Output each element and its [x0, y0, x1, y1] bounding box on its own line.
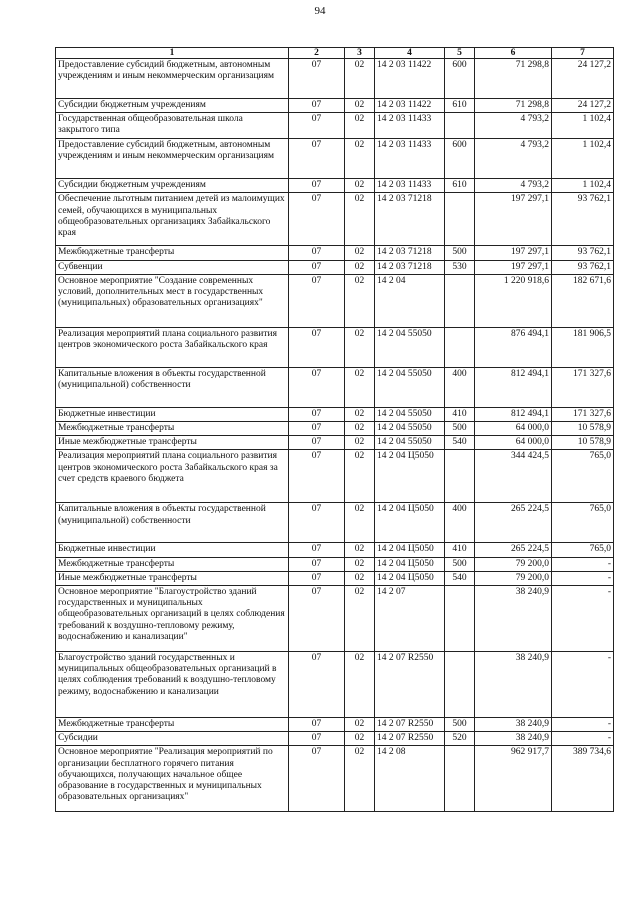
cell-v7: 181 906,5 — [552, 327, 614, 367]
cell-v7: 93 762,1 — [552, 193, 614, 246]
cell-type — [445, 113, 475, 139]
table-header-row — [56, 48, 614, 59]
cell-type: 540 — [445, 436, 475, 450]
cell-v7: - — [552, 718, 614, 732]
cell-sub: 02 — [345, 274, 375, 327]
cell-sec: 07 — [289, 139, 345, 179]
cell-sub: 02 — [345, 652, 375, 718]
cell-code: 14 2 03 11422 — [375, 59, 445, 99]
cell-code: 14 2 04 Ц5050 — [375, 571, 445, 585]
cell-name: Основное мероприятие "Благоустройство зданий государственных и муниципальных общеобразовательных организаций в целях соблюдения требований к воздушно-тепловому режиму, водоснабжению и канализации" — [56, 586, 289, 652]
cell-v7: 10 578,9 — [552, 422, 614, 436]
budget-table — [55, 47, 614, 812]
cell-code: 14 2 03 11433 — [375, 179, 445, 193]
table-row — [56, 327, 614, 367]
cell-name: Бюджетные инвестиции — [56, 543, 289, 557]
cell-v6: 962 917,7 — [475, 746, 552, 812]
table-row — [56, 543, 614, 557]
cell-type — [445, 652, 475, 718]
cell-sec: 07 — [289, 59, 345, 99]
cell-v6: 265 224,5 — [475, 543, 552, 557]
cell-v6: 876 494,1 — [475, 327, 552, 367]
cell-type: 610 — [445, 99, 475, 113]
cell-sub: 02 — [345, 59, 375, 99]
cell-type — [445, 274, 475, 327]
cell-sec: 07 — [289, 274, 345, 327]
cell-type: 410 — [445, 407, 475, 421]
table-row — [56, 139, 614, 179]
cell-name: Иные межбюджетные трансферты — [56, 436, 289, 450]
cell-sec: 07 — [289, 450, 345, 503]
cell-code: 14 2 08 — [375, 746, 445, 812]
cell-v6: 197 297,1 — [475, 246, 552, 260]
cell-sec: 07 — [289, 260, 345, 274]
cell-v6: 4 793,2 — [475, 113, 552, 139]
cell-v6: 71 298,8 — [475, 59, 552, 99]
cell-sec: 07 — [289, 246, 345, 260]
cell-sub: 02 — [345, 718, 375, 732]
cell-name: Межбюджетные трансферты — [56, 557, 289, 571]
cell-name: Капитальные вложения в объекты государственной (муниципальной) собственности — [56, 503, 289, 543]
cell-sub: 02 — [345, 503, 375, 543]
cell-sec: 07 — [289, 179, 345, 193]
cell-sec: 07 — [289, 543, 345, 557]
cell-v6: 38 240,9 — [475, 718, 552, 732]
cell-code: 14 2 04 55050 — [375, 327, 445, 367]
table-row — [56, 260, 614, 274]
cell-v7: 24 127,2 — [552, 59, 614, 99]
cell-sub: 02 — [345, 99, 375, 113]
cell-v7: - — [552, 652, 614, 718]
cell-v7: 93 762,1 — [552, 260, 614, 274]
cell-type: 610 — [445, 179, 475, 193]
cell-sub: 02 — [345, 436, 375, 450]
cell-sec: 07 — [289, 99, 345, 113]
cell-v6: 64 000,0 — [475, 422, 552, 436]
cell-code: 14 2 03 71218 — [375, 260, 445, 274]
header-cell: 2 — [289, 48, 345, 59]
cell-sub: 02 — [345, 407, 375, 421]
cell-sec: 07 — [289, 436, 345, 450]
table-row — [56, 193, 614, 246]
cell-sec: 07 — [289, 503, 345, 543]
cell-code: 14 2 03 11433 — [375, 139, 445, 179]
cell-sec: 07 — [289, 422, 345, 436]
header-cell: 5 — [445, 48, 475, 59]
table-row — [56, 746, 614, 812]
cell-sec: 07 — [289, 193, 345, 246]
table-row — [56, 422, 614, 436]
cell-name: Межбюджетные трансферты — [56, 246, 289, 260]
cell-v7: 765,0 — [552, 503, 614, 543]
table-row — [56, 571, 614, 585]
cell-v6: 197 297,1 — [475, 260, 552, 274]
table-row — [56, 557, 614, 571]
cell-code: 14 2 04 Ц5050 — [375, 543, 445, 557]
cell-v7: 171 327,6 — [552, 367, 614, 407]
cell-type — [445, 327, 475, 367]
cell-code: 14 2 03 11422 — [375, 99, 445, 113]
cell-sub: 02 — [345, 586, 375, 652]
cell-v6: 812 494,1 — [475, 407, 552, 421]
cell-sec: 07 — [289, 718, 345, 732]
cell-name: Капитальные вложения в объекты государственной (муниципальной) собственности — [56, 367, 289, 407]
cell-v6: 1 220 918,6 — [475, 274, 552, 327]
table-row — [56, 99, 614, 113]
cell-sub: 02 — [345, 179, 375, 193]
cell-type: 540 — [445, 571, 475, 585]
cell-sec: 07 — [289, 367, 345, 407]
cell-sec: 07 — [289, 652, 345, 718]
cell-type: 530 — [445, 260, 475, 274]
cell-type: 410 — [445, 543, 475, 557]
cell-code: 14 2 04 — [375, 274, 445, 327]
cell-v6: 38 240,9 — [475, 732, 552, 746]
cell-sec: 07 — [289, 732, 345, 746]
cell-sub: 02 — [345, 543, 375, 557]
cell-sec: 07 — [289, 571, 345, 585]
table-row — [56, 652, 614, 718]
cell-name: Предоставление субсидий бюджетным, автономным учреждениям и иным некоммерческим организациям — [56, 139, 289, 179]
cell-v7: 765,0 — [552, 450, 614, 503]
table-row — [56, 246, 614, 260]
cell-sec: 07 — [289, 407, 345, 421]
table-row — [56, 586, 614, 652]
cell-sub: 02 — [345, 367, 375, 407]
cell-name: Субсидии бюджетным учреждениям — [56, 99, 289, 113]
cell-type — [445, 193, 475, 246]
header-cell: 3 — [345, 48, 375, 59]
cell-v6: 64 000,0 — [475, 436, 552, 450]
cell-v6: 71 298,8 — [475, 99, 552, 113]
cell-name: Государственная общеобразовательная школа закрытого типа — [56, 113, 289, 139]
cell-sub: 02 — [345, 139, 375, 179]
cell-name: Субсидии — [56, 732, 289, 746]
cell-code: 14 2 03 71218 — [375, 246, 445, 260]
cell-v7: - — [552, 586, 614, 652]
cell-sec: 07 — [289, 113, 345, 139]
cell-name: Обеспечение льготным питанием детей из малоимущих семей, обучающихся в муниципальных общеобразовательных организациях Забайкальского края — [56, 193, 289, 246]
cell-v7: 93 762,1 — [552, 246, 614, 260]
cell-name: Иные межбюджетные трансферты — [56, 571, 289, 585]
cell-sub: 02 — [345, 327, 375, 367]
table-row — [56, 113, 614, 139]
cell-v7: 1 102,4 — [552, 139, 614, 179]
cell-name: Межбюджетные трансферты — [56, 718, 289, 732]
table-row — [56, 732, 614, 746]
cell-sub: 02 — [345, 193, 375, 246]
cell-code: 14 2 03 11433 — [375, 113, 445, 139]
cell-name: Бюджетные инвестиции — [56, 407, 289, 421]
cell-sub: 02 — [345, 557, 375, 571]
header-cell: 7 — [552, 48, 614, 59]
cell-sub: 02 — [345, 113, 375, 139]
table-row — [56, 503, 614, 543]
cell-type: 500 — [445, 246, 475, 260]
cell-v7: 1 102,4 — [552, 113, 614, 139]
cell-v7: 10 578,9 — [552, 436, 614, 450]
cell-type — [445, 746, 475, 812]
table-row — [56, 407, 614, 421]
cell-code: 14 2 04 Ц5050 — [375, 450, 445, 503]
cell-v7: 182 671,6 — [552, 274, 614, 327]
cell-code: 14 2 07 R2550 — [375, 718, 445, 732]
table-row — [56, 179, 614, 193]
cell-type — [445, 586, 475, 652]
cell-v7: 389 734,6 — [552, 746, 614, 812]
cell-code: 14 2 07 R2550 — [375, 732, 445, 746]
cell-v6: 38 240,9 — [475, 652, 552, 718]
cell-sub: 02 — [345, 746, 375, 812]
cell-code: 14 2 04 55050 — [375, 367, 445, 407]
cell-sub: 02 — [345, 246, 375, 260]
cell-type: 500 — [445, 557, 475, 571]
cell-v7: - — [552, 557, 614, 571]
cell-code: 14 2 04 55050 — [375, 436, 445, 450]
cell-name: Реализация мероприятий плана социального развития центров экономического роста Забайкальского края — [56, 327, 289, 367]
cell-sub: 02 — [345, 732, 375, 746]
cell-sec: 07 — [289, 746, 345, 812]
cell-name: Межбюджетные трансферты — [56, 422, 289, 436]
cell-name: Реализация мероприятий плана социального развития центров экономического роста Забайкальского края за счет средств краевого бюджета — [56, 450, 289, 503]
cell-code: 14 2 07 — [375, 586, 445, 652]
cell-type: 600 — [445, 139, 475, 179]
cell-v6: 38 240,9 — [475, 586, 552, 652]
cell-v7: - — [552, 571, 614, 585]
table-row — [56, 718, 614, 732]
cell-code: 14 2 04 55050 — [375, 422, 445, 436]
cell-v6: 812 494,1 — [475, 367, 552, 407]
cell-code: 14 2 07 R2550 — [375, 652, 445, 718]
cell-sub: 02 — [345, 422, 375, 436]
cell-v7: 1 102,4 — [552, 179, 614, 193]
cell-type — [445, 450, 475, 503]
cell-type: 600 — [445, 59, 475, 99]
cell-sec: 07 — [289, 557, 345, 571]
header-cell: 1 — [56, 48, 289, 59]
cell-v6: 79 200,0 — [475, 571, 552, 585]
cell-sub: 02 — [345, 260, 375, 274]
cell-type: 500 — [445, 422, 475, 436]
cell-name: Благоустройство зданий государственных и муниципальных общеобразовательных организаций в целях соблюдения требований к воздушно-тепловому режиму, водоснабжению и канализации — [56, 652, 289, 718]
cell-v6: 265 224,5 — [475, 503, 552, 543]
cell-v6: 4 793,2 — [475, 179, 552, 193]
table-row — [56, 450, 614, 503]
cell-type: 400 — [445, 503, 475, 543]
cell-name: Основное мероприятие "Реализация мероприятий по организации бесплатного горячего питания обучающихся, получающих начальное общее образование в государственных и муниципальных образовательных организациях" — [56, 746, 289, 812]
cell-sec: 07 — [289, 586, 345, 652]
cell-sub: 02 — [345, 450, 375, 503]
cell-code: 14 2 04 55050 — [375, 407, 445, 421]
header-cell: 4 — [375, 48, 445, 59]
cell-code: 14 2 04 Ц5050 — [375, 557, 445, 571]
table-row — [56, 274, 614, 327]
cell-v6: 197 297,1 — [475, 193, 552, 246]
cell-name: Субвенции — [56, 260, 289, 274]
cell-type: 400 — [445, 367, 475, 407]
cell-v7: 24 127,2 — [552, 99, 614, 113]
cell-v7: 765,0 — [552, 543, 614, 557]
table-row — [56, 367, 614, 407]
cell-type: 520 — [445, 732, 475, 746]
table-row — [56, 436, 614, 450]
cell-v6: 4 793,2 — [475, 139, 552, 179]
cell-name: Предоставление субсидий бюджетным, автономным учреждениям и иным некоммерческим организациям — [56, 59, 289, 99]
table-row — [56, 59, 614, 99]
cell-sub: 02 — [345, 571, 375, 585]
cell-name: Основное мероприятие "Создание современных условий, дополнительных мест в государственных (муниципальных) образовательных организациях" — [56, 274, 289, 327]
cell-code: 14 2 03 71218 — [375, 193, 445, 246]
cell-sec: 07 — [289, 327, 345, 367]
cell-v6: 79 200,0 — [475, 557, 552, 571]
cell-code: 14 2 04 Ц5050 — [375, 503, 445, 543]
cell-name: Субсидии бюджетным учреждениям — [56, 179, 289, 193]
cell-v7: 171 327,6 — [552, 407, 614, 421]
page-number: 94 — [314, 5, 326, 17]
cell-type: 500 — [445, 718, 475, 732]
cell-v6: 344 424,5 — [475, 450, 552, 503]
header-cell: 6 — [475, 48, 552, 59]
cell-v7: - — [552, 732, 614, 746]
